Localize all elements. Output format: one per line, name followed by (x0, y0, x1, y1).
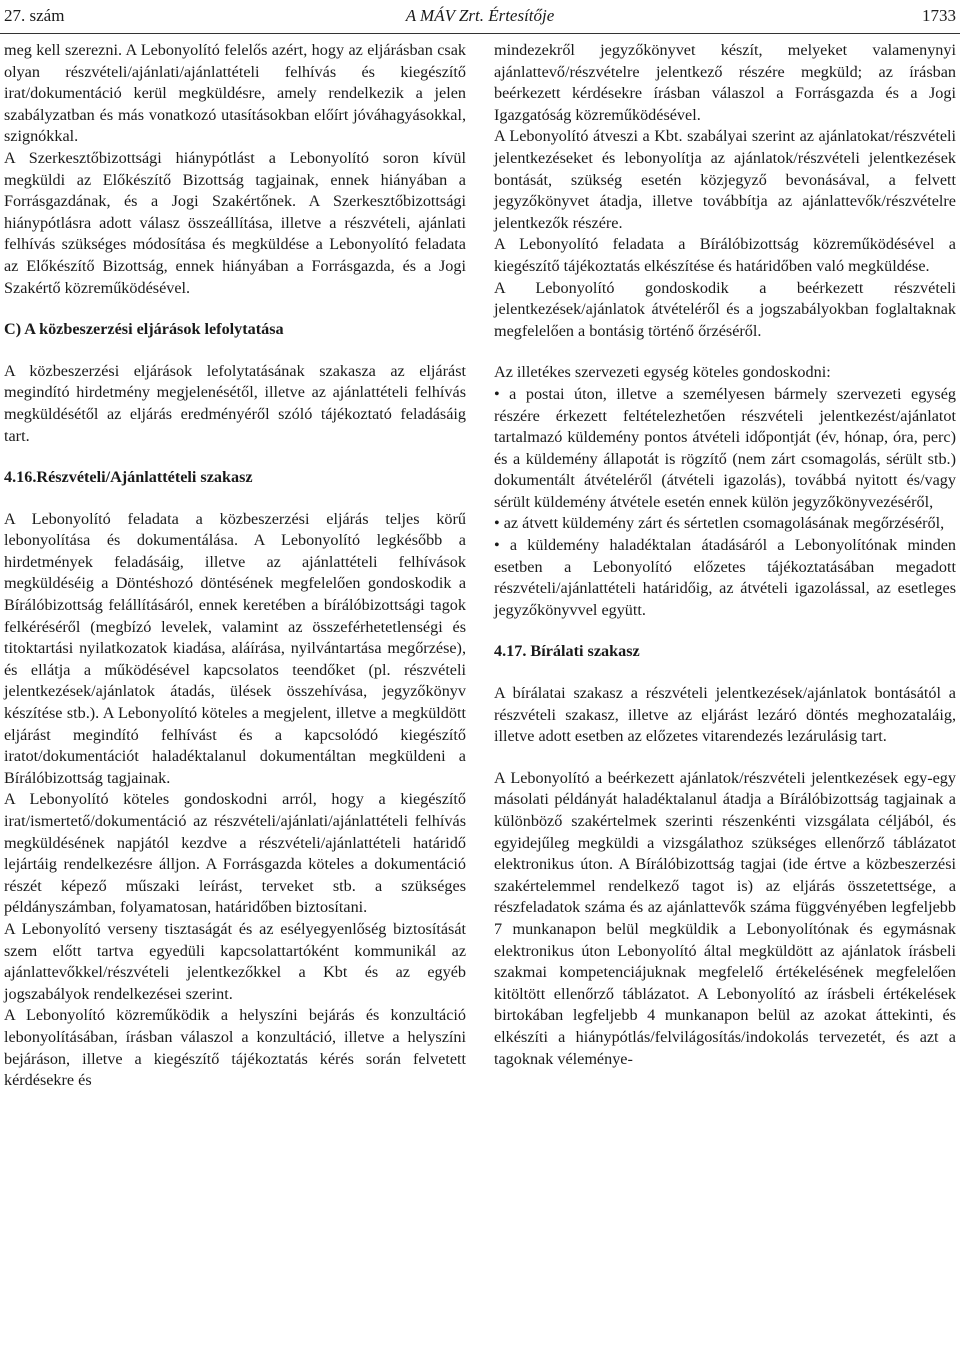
paragraph: A Lebonyolító verseny tisztaságát és az esélyegyenlőség biztosítását szem előtt tartva egyedüli kapcsolattartóként kommunikál az ajánlattevőkkel/részvételi jelentkezőkkel a Kbt és az egyéb jogszabályok rendelkezései szerint. (4, 919, 466, 1003)
section-heading: C) A közbeszerzési eljárások lefolytatása (4, 320, 284, 339)
header-rule (0, 33, 960, 34)
paragraph: A Lebonyolító gondoskodik a beérkezett részvételi jelentkezések/ajánlatok átvételéről és a jogszabályokban foglaltaknak megfelelően a bontásig történő őrzéséről. (494, 278, 956, 340)
section-heading: 4.16.Részvételi/Ajánlattételi szakasz (4, 468, 253, 487)
paragraph: mindezekről jegyzőkönyvet készít, melyeket valamenynyi ajánlattevő/részvételre jelentkező részére megküld; az írásban beérkezett kérdésekre írásban válaszol a Forrásgazda és a Jogi Igazgatóság közreműködésével. (494, 41, 956, 124)
bullet-item: • a postai úton, illetve a személyesen bármely szervezeti egység részére érkezett feltételezhetően részvételi jelentkezést/ajánlatot tartalmazó küldemény pontos átvételi időpontját (év, hónap, óra, perc) és a küldemény állapotát is rögzítő (nem zárt csomagolás, sérült stb.) dokumentált átvételéről (átvételi igazolás), továbbá nyitott és/vagy sérült küldemény átvétele esetén ennek külön jegyzőkönyvezéséről, (494, 384, 956, 511)
paragraph: A Lebonyolító feladata a közbeszerzési eljárás teljes körű lebonyolítása és dokumentálása. A Lebonyolító legkésőbb a hirdetmények feladásáig, illetve az ajánlattételi felhívások megküldéséig a Döntéshozó döntésének megfelelően gondoskodik a Bírálóbizottság felállításáról, ennek keretében a bírálóbizottsági tagok felkéréséről (megbízó levelek, valamint az összeférhetetlenségi és titoktartási nyilatkozatok kiadása, aláírása, nyilvántartása megőrzése), és ellátja a működésével kapcsolatos teendőket (pl. részvételi jelentkezések/ajánlatok átadás, ülések összehívása, jegyzőkönyv készítése stb.). A Lebonyolító köteles a megjelent, illetve a megküldött eljárást megindító felhívást és a kapcsolódó kiegészítő iratot/dokumentációt haladéktalanul dokumentáltan megküldeni a Bírálóbizottság tagjainak. (4, 509, 466, 787)
paragraph: A Lebonyolító átveszi a Kbt. szabályai szerint az ajánlatokat/részvételi jelentkezéseket és lebonyolítja az ajánlatok/részvételi jelentkezések bontását, szükség esetén közjegyző bevonásával, a felvett jegyzőkönyvet átadja, illetve továbbítja az ajánlattevők/részvételre jelentkezők részére. (494, 127, 956, 232)
paragraph: A Lebonyolító közreműködik a helyszíni bejárás és konzultáció lebonyolításában, írásban válaszol a konzultáció, illetve a helyszíni bejáráson, illetve a kiegészítő tájékoztatás kérés során felvetett kérdésekre és (4, 1006, 466, 1090)
section-heading: 4.17. Bírálati szakasz (494, 642, 640, 661)
bullet-item: • az átvett küldemény zárt és sértetlen csomagolásának megőrzéséről, (494, 514, 945, 533)
page-header (0, 0, 960, 34)
bullet-item: • a küldemény haladéktalan átadásáról a Lebonyolítónak minden esetben a Lebonyolító előzetes tájékoztatásában megadott részvételi/ajánlattételi határidőig, az átvételi igazolással, az esetleges jegyzőkönyvvel együtt. (494, 536, 956, 619)
issue-number: 27. szám (4, 6, 65, 25)
paragraph: A Lebonyolító köteles gondoskodni arról, hogy a kiegészítő irat/ismertető/dokumentáció az részvételi/ajánlati/ajánlattételi felhívás megküldésének napjától kezdve a részvételi/ajánlattételi határidő lejártáig rendelkezésre álljon. A Forrásgazda köteles a dokumentáció részét képező műszaki leírást, terveket stb. a szükséges példányszámban, folyamatosan, határidőben biztosítani. (4, 790, 466, 917)
paragraph: A Lebonyolító a beérkezett ajánlatok/részvételi jelentkezések egy-egy másolati példányát haladéktalanul átadja a Bírálóbizottság tagjainak a különböző szakértelmek szerinti részenkénti vizsgálata céljából, és egyidejűleg megküldi a vizsgálathoz szükséges ellenőrző táblázatot elektronikus úton. A Bírálóbizottság tagjai (ide értve a közbeszerzési szakértelemmel rendelkező tagot is) az eljárás összetettsége, a részfeladatok száma és az ajánlattevők száma függvényében legfeljebb 7 munkanapon belül megküldik a Lebonyolítónak és egymásnak elektronikus úton Lebonyolító által megküldött az ajánlatok írásbeli szakmai kompetenciájuknak megfelelő értékelésének megfelelően kitöltött ellenőrző táblázatot. A Lebonyolító az írásbeli értékelések birtokában legfeljebb 4 munkanapon belül az azokat áttekinti, és elkészíti a hiánypótlás/felvilágosítás/indokolás tervezetét, és azt a tagoknak véleménye- (494, 768, 956, 1068)
journal-title: A MÁV Zrt. Értesítője (405, 6, 555, 25)
paragraph: A Szerkesztőbizottsági hiánypótlást a Lebonyolító soron kívül megküldi az Előkészítő Bizottság tagjainak, ennek hiányában a Forrásgazdának, és a Jogi Szakértőnek. A Szerkesztőbizottsági hiánypótlásra adott válasz összeállítása, illetve a részvételi, ajánlati felhívás szükséges módosítása és megküldése a Lebonyolító feladata az Előkészítő Bizottság, ennek hiányában a Forrásgazda, és a Jogi Szakértő közreműködésével. (4, 148, 466, 297)
paragraph: meg kell szerezni. A Lebonyolító felelős azért, hogy az eljárásban csak olyan részvételi/ajánlati/ajánlattételi felhívás és kiegészítő irat/dokumentáció kerül megküldésre, amely rendelkezik a jelen szabályzatban és más vonatkozó utasításokban előírt jóváhagyásokkal, szignókkal. (4, 41, 466, 146)
page-number: 1733 (922, 6, 956, 25)
paragraph: A közbeszerzési eljárások lefolytatásának szakasza az eljárást megindító hirdetmény megjelenésétől, illetve az ajánlattételi felhívás megküldésétől az eljárás eredményéről szóló tájékoztató feladásáig tart. (4, 361, 466, 445)
paragraph: A Lebonyolító feladata a Bírálóbizottság közreműködésével a kiegészítő tájékoztatás elkészítése és határidőben való megküldése. (494, 235, 956, 275)
left-column (4, 40, 466, 1092)
paragraph: Az illetékes szervezeti egység köteles gondoskodni: (494, 363, 831, 382)
paragraph: A bírálatai szakasz a részvételi jelentkezések/ajánlatok bontásától a részvételi szakasz, illetve az eljárást lezáró döntés meghozataláig, illetve adott esetben az előzetes vitarendezés lezárulásig tart. (494, 684, 956, 746)
right-column (494, 40, 956, 1070)
